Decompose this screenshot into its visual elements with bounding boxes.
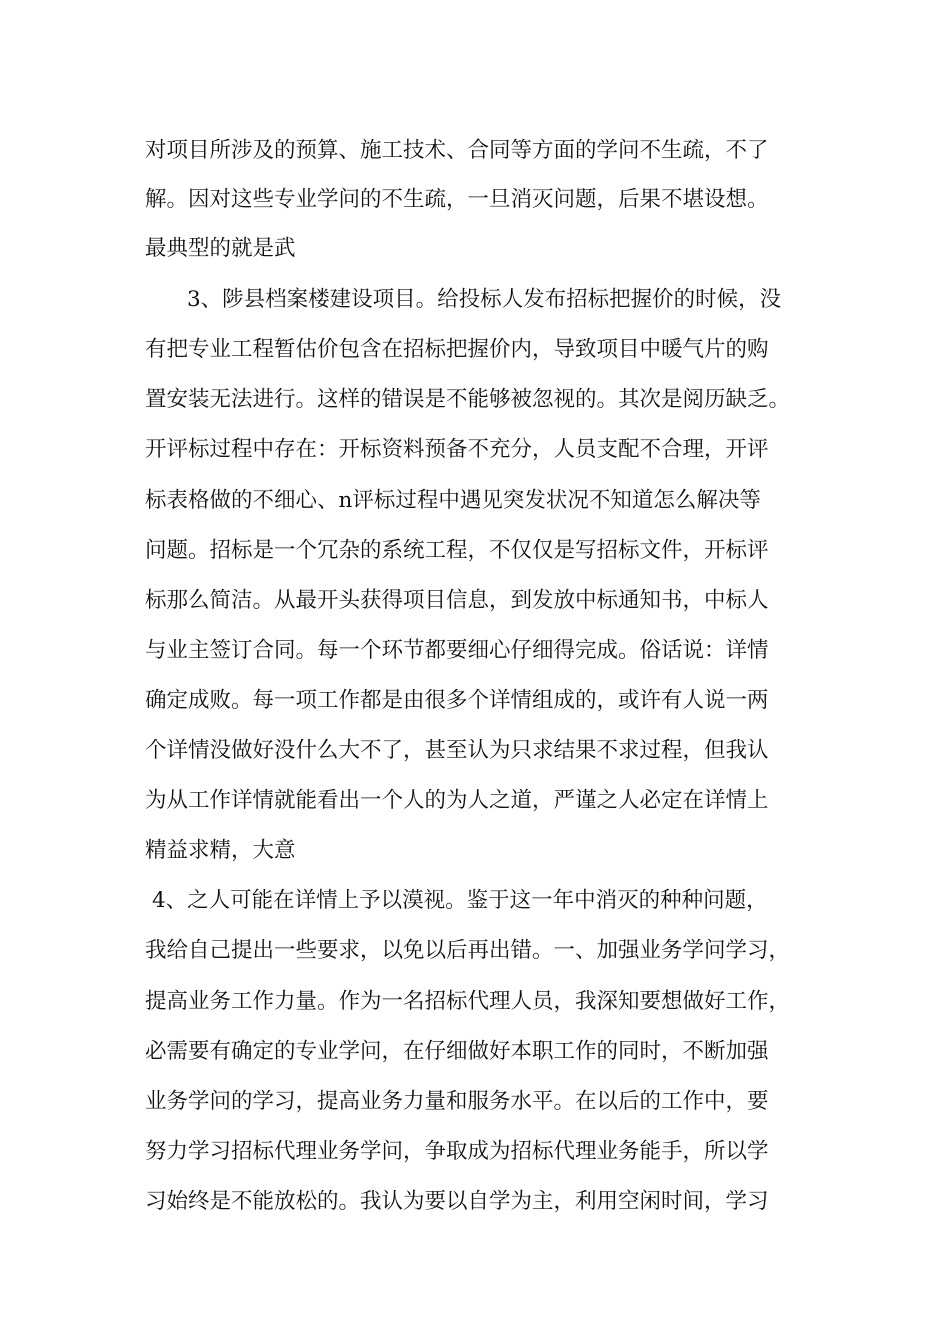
text-line: 开评标过程中存在：开标资料预备不充分，人员支配不合理，开评 [145, 437, 769, 462]
text-line: 个详情没做好没什么大不了，甚至认为只求结果不求过程，但我认 [145, 738, 769, 763]
text-line: 置安装无法进行。这样的错误是不能够被忽视的。其次是阅历缺乏。 [145, 387, 791, 412]
text-line: 对项目所涉及的预算、施工技术、合同等方面的学问不生疏，不了 [145, 138, 769, 163]
text-line: 业务学问的学习，提高业务力量和服务水平。在以后的工作中，要 [145, 1089, 769, 1114]
text-line: 与业主签订合同。每一个环节都要细心仔细得完成。俗话说：详情 [145, 638, 769, 663]
text-line: 问题。招标是一个冗杂的系统工程，不仅仅是写招标文件，开标评 [145, 538, 769, 563]
text-line: 解。因对这些专业学问的不生疏，一旦消灭问题，后果不堪设想。 [145, 187, 769, 212]
text-line: 标那么简洁。从最开头获得项目信息，到发放中标通知书，中标人 [145, 588, 769, 613]
text-line: 最典型的就是武 [145, 236, 296, 261]
text-line: 努力学习招标代理业务学问，争取成为招标代理业务能手，所以学 [145, 1139, 769, 1164]
text-line: 提高业务工作力量。作为一名招标代理人员，我深知要想做好工作， [145, 989, 791, 1014]
text-line: 习始终是不能放松的。我认为要以自学为主，利用空闲时间，学习 [145, 1189, 769, 1214]
text-line: 为从工作详情就能看出一个人的为人之道，严谨之人必定在详情上 [145, 788, 769, 813]
text-line: 标表格做的不细心、n评标过程中遇见突发状况不知道怎么解决等 [145, 488, 761, 513]
text-line: 3、陟县档案楼建设项目。给投标人发布招标把握价的时候，没 [187, 287, 782, 312]
text-line: 确定成败。每一项工作都是由很多个详情组成的，或许有人说一两 [145, 688, 769, 713]
text-line: 精益求精，大意 [145, 838, 296, 863]
text-line: 有把专业工程暂估价包含在招标把握价内，导致项目中暖气片的购 [145, 337, 769, 362]
text-line: 4、之人可能在详情上予以漠视。鉴于这一年中消灭的种种问题， [152, 888, 768, 913]
text-line: 必需要有确定的专业学问，在仔细做好本职工作的同时，不断加强 [145, 1039, 769, 1064]
text-line: 我给自己提出一些要求，以免以后再出错。一、加强业务学问学习， [145, 938, 791, 963]
